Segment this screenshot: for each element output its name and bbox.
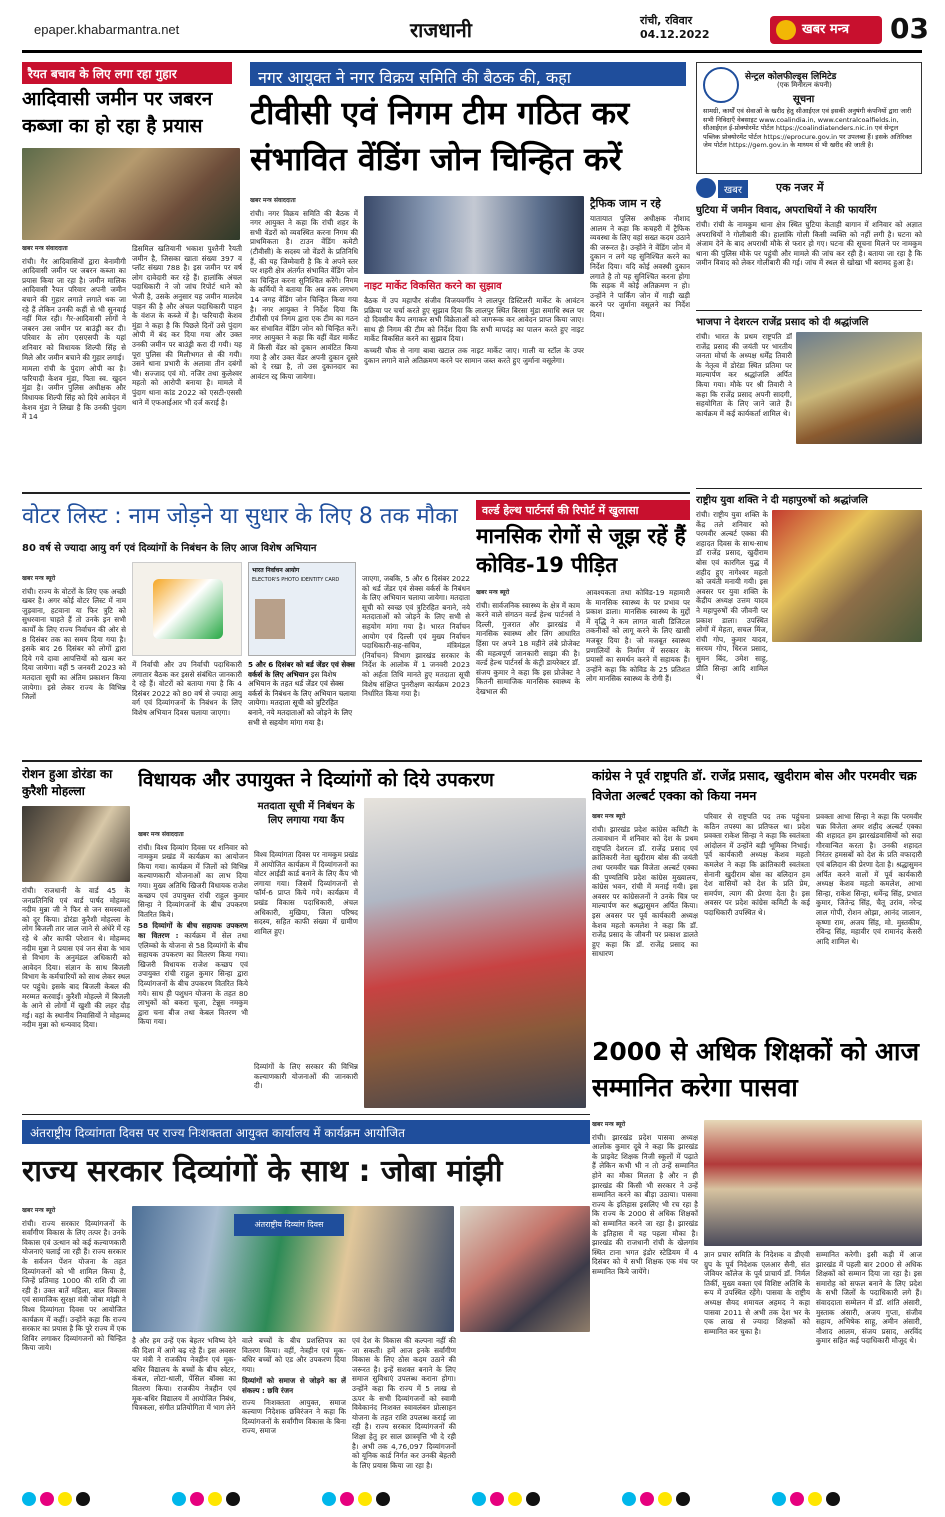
brief-1-body: रांची। रांची के नामकुम थाना क्षेत्र स्थित घुटिया केताही बागान में शनिवार को अज्ञात अपराधियों ने गोलीबारी की। हालांकि गोली किसी व्यक्ति को नहीं लगी है। घटना को अंजाम देने के बाद अपराधी मौके से फरार हो गए। घटना की सूचना मिलने पर नामकुम थाना की पुलिस मौके पर पहुंची और मामले की जांच कर रही है। बताया जा रहा है कि जमीन विवाद को लेकर गोलीबारी की गई। जांच में स्थल से खोखा भी बरामद हुआ है। (696, 220, 922, 268)
traffic-head: ट्रैफिक जाम न रहे (590, 197, 661, 210)
registration-dot-icon (508, 1492, 522, 1506)
dorando-body: रांची। राजधानी के वार्ड 45 के जनप्रतिनिधि एवं वार्ड पार्षद मोहम्मद नदीम मुन्ना जी ने फिर से जन समस्याओं को दूर किया। डोरंडा कुरैशी मोहल्ला के लोग बिजली तार जाल जाने से अंधेरे में रह रहे थे और काफी परेशान थे। मोहम्मद नदीम मुन्ना ने प्रयास एवं जन सेवा के भाव से विभाग के अनुमंडल अधिकारी को आवेदन दिया। संज्ञान के साथ बिजली विभाग के कर्मचारियों को साथ लेकर स्थल पर पहुंचे। इसके बाद बिजली केबल की मरम्मत करवाई। कुरैशी मोहल्ले में बिजली के आने से लोगों में खुशी की लहर दौड़ गई। वहां के स्थानीय निवासियों ने मोहम्मद नदीम मुन्ना को धन्यवाद दिया। (22, 886, 130, 1030)
brand-badge (770, 16, 882, 44)
mla-headline: विधायक और उपायुक्त ने दिव्यांगों को दिये उपकरण (138, 769, 494, 791)
print-color-bar (0, 1484, 945, 1514)
ccl-notice (696, 62, 922, 174)
bjp-tribute-photo (796, 332, 922, 444)
mla-box-head: मतदाता सूची में निबंधन के लिए लगाया गया कैंप (257, 801, 355, 826)
registration-dot-icon (490, 1492, 504, 1506)
site-url[interactable]: epaper.khabarmantra.net (34, 22, 180, 37)
brand-name: खबर मन्त्र (802, 22, 850, 37)
disability-col-2: है और हम उन्हें एक बेहतर भविष्य देने की दिशा में आगे बढ़ रहे हैं। इस अवसर पर मंत्री ने राजकीय नेत्रहीन एवं मूक-बधिर विद्यालय के बच्चों के बीच स्वेटर, कंबल, लोटा-थाली, पेंसिल बॉक्स का वितरण किया। राजकीय नेत्रहीन एवं मूक-बधिर विद्यालय में आयोजित निबंध, चित्रकला, संगीत प्रतियोगिता में भाग लेने (132, 1336, 236, 1413)
registration-dot-icon (58, 1492, 72, 1506)
traffic-body: यातायात पुलिस अधीक्षक नौशाद आलम ने कहा कि कचहरी में ट्रैफिक व्यवस्था के लिए वहां सख्त कदम उठाने की जरूरत है। उन्होंने ने वेंडिंग जोन में दुकान न लगे यह सुनिश्चित करने का निर्देश दिया। यदि कोई अवस्थी दुकान लगाते है तो यह सुनिश्चित करना होगा कि सड़क में कोई अतिक्रमण न हो। उन्होंने ने पार्किंग जोन में गाड़ी खड़ी करने पर जुर्माना वसूलने का निर्देश दिया। (590, 214, 690, 319)
divider (696, 488, 922, 489)
dorando-headline: रोशन हुआ डोरंडा का कुरैशी मोहल्ला (22, 767, 113, 798)
voter-headline: वोटर लिस्ट : नाम जोड़ने या सुधार के लिए 8 तक मौका (22, 504, 458, 529)
registration-dot-icon (640, 1492, 654, 1506)
section-rule (22, 760, 922, 762)
page-header (0, 0, 945, 60)
registration-dot-icon (808, 1492, 822, 1506)
registration-dot-icon (826, 1492, 840, 1506)
disability-col-1: खबर मन्त्र ब्यूरो रांची। राज्य सरकार दिव्यांगजनों के सर्वांगीण विकास के लिए तत्पर है। उनके विकास एवं उत्थान को कई कल्याणकारी योजनाएं चलाई जा रही हैं। राज्य सरकार के सर्वजन पेंशन योजना के तहत दिव्यांगजनों को भी शामिल किया है, जिन्हें प्रतिमाह 1000 की राशि दी जा रही है। उक्त बातें महिला, बाल विकास एवं सामाजिक सुरक्षा मंत्री जोबा मांझी ने विश्व दिव्यांगता दिवस पर आयोजित कार्यक्रम में कहीं। उन्होंने कहा कि राज्य सरकार का प्रयास है कि पूरे राज्य में एक शिविर लगाकर दिव्यांगजनों को चिन्हित किया जाये। (22, 1207, 126, 1353)
tribal-photo (22, 148, 240, 240)
voter-subhead: 80 वर्ष से ज्यादा आयु वर्ग एवं दिव्यांगों के निबंधन के लिए आज विशेष अभियान (22, 543, 317, 554)
tribal-col-1: खबर मन्त्र संवाददाता रांची। गैर आदिवासियों द्वारा बेनामीगी आदिवासी जमीन पर जबरन कब्जा का प्रयास किया जा रहा है। जमीन मालिक आदिवासी रैयत परिवार अपनी जमीन बचाने की गुहार लगाते लगाते थक जा रहे हैं लेकिन उनकी कहीं से भी सुनवाई नहीं मिल रही। गैर-आदिवासी लोगों ने जबरन उस जमीन पर बाउंड्री कर दी। परिवार के लोग एसएसपी के यहां शनिवार को विधायक शिल्पी सिंह से मिले और जमीन बचाने की गुहार लगाई। मामला रांची के पुंदाग ओपी का है। फरियादी केशव मुंडा, पिता स्व. खुदन मुंडा है। जमीन पुलिस अधीक्षक और विधायक शिल्पी सिंह को दिये आवेदन में केशव मुंडा ने लिखा है कि उनकी पुंदाग में 14 (22, 245, 126, 422)
registration-dot-icon (340, 1492, 354, 1506)
registration-dot-icon (226, 1492, 240, 1506)
election-logo-icon (153, 579, 223, 639)
registration-dot-icon (376, 1492, 390, 1506)
mla-event-photo (364, 798, 586, 1108)
tvc-col-1: खबर मन्त्र संवाददाता रांची। नगर विक्रय समिति की बैठक में नगर आयुक्त ने कहा कि रांची शहर के सभी वेंडरों को व्यवस्थित करना निगम की प्राथमिकता है। टाउन वेंडिंग कमेटी (टीवीसी) के सदस्य जो वेंडरों के प्रतिनिधि हैं, की यह जिम्मेवारी है कि वे अपने स्तर पर शहरी क्षेत्र अंतर्गत संभावित वेंडिंग जोन का चिन्हित करना सुनिश्चित करेंगे। निगम के कर्मियों ने बताया कि अब तक लगभग 14 जगह वेंडिंग जोन चिन्हित किया गया है। नगर आयुक्त ने निर्देश दिया कि टीवीसी एवं निगम द्वारा एक टीम का गठन कर संभावित वेंडिंग जोन को चिन्हित करें। नगर आयुक्त ने कहा कि वहीं वेंडर मार्केट में किसी वेंडर को दुकान आवंटित किया गया है और उक्त वेंडर अपनी दुकान दूसरे को दे रखा है, तो उस दुकानदार का आवंटन रद्द किया जायेगा। (250, 197, 358, 381)
city-day: रांची, रविवार (640, 14, 693, 27)
brand-logo-icon (776, 20, 796, 40)
voter-photo (255, 599, 285, 639)
disability-headline: राज्य सरकार दिव्यांगों के साथ : जोबा मांझी (22, 1154, 503, 1189)
disability-col-3: वाले बच्चों के बीच प्रशस्तिपत्र का वितरण किया। वहीं, नेत्रहीन एवं मूक-बधिर बच्चों को एड और उपकरण दिया गया। दिव्यांगों को समाज से जोड़ने का लें संकल्प : छवि रंजन राज्य निःशक्तता आयुक्त, समाज कल्याण निदेशक छविरंजन ने कहा कि दिव्यांगजनों के सर्वांगीण विकास के बिना राज्य, समाज (242, 1336, 346, 1436)
youth-tribute-photo (772, 510, 922, 642)
registration-dot-icon (622, 1492, 636, 1506)
mla-box-body: विश्व दिव्यांगता दिवस पर नामकुम प्रखंड में आयोजित कार्यक्रम में दिव्यांगजनों का वोटर आईडी कार्ड बनाने के लिए कैंप भी लगाया गया। जिसमें दिव्यांगजनों से फॉर्म-6 प्राप्त किये गये। कार्यक्रम में प्रखंड विकास पदाधिकारी, अंचल अधिकारी, मुखिया, जिला परिषद सदस्य, सहित काफी संख्या में ग्रामीण शामिल हुए। (254, 850, 358, 936)
night-market-body: बैठक में उप महापौर संजीव विजयवर्गीय ने लालपुर डिस्टिलरी मार्केट के आवंटन प्रक्रिया पर चर्चा करते हुए सुझाव दिया कि लालपुर स्थित बिरसा मुंडा समाधि स्थल पर दो दिवसीय कैंप लगाकर सभी विक्रेताओं को जागरूक कर आवेदन प्राप्त किया जाए। साथ ही निगम की टीम को निर्देश दिया कि सभी मापदंड़ का पालन करते हुए नाइट मार्केट विकसित करने का सुझाव दिया। कच्चरी चौक से नागा बाबा खटाल तक नाइट मार्केट जाए। गाली या स्टॉल के उपर दुकान लगाने वाले अतिक्रमण करने पर सामान जब्त करते हुए जुर्माना वसूलेगा। (364, 296, 584, 365)
voter-col-1: खबर मन्त्र ब्यूरो रांची। राज्य के वोटरों के लिए एक अच्छी खबर है। अगर कोई वोटर लिस्ट में नाम जुड़वाना, हटवाना या फिर त्रुटि को सुधरवाना चाहते हैं तो उनके इन सभी कार्यों के लिए राज्य निर्वाचन की ओर से 8 दिसंबर तक का समय दिया गया है। इसके बाद 26 दिसंबर को लोगों द्वारा दिये गये दावा आपत्तियों को खत्म कर दिया जायेगा। वहीं 5 जनवरी 2023 को मतदाता सूची का अंतिम प्रकाशन किया जायेगा। इसे लेकर राज्य के विभिन्न जिलों (22, 575, 126, 702)
registration-dot-icon (658, 1492, 672, 1506)
voter-col-2: में निर्वाची और उप निर्वाची पदाधिकारी लगातार बैठक कर इससे संबंधित जानकारी दे रहे हैं। वोटरों को बताया गया है कि 4 दिसंबर 2022 को 80 वर्ष से ज्यादा आयु वर्ग एवं दिव्यांगजनों के निबंधन के लिए विशेष अभियान दिवस चलाया जाएगा। (132, 660, 242, 717)
page-number: 03 (890, 12, 929, 45)
registration-dot-icon (22, 1492, 36, 1506)
registration-dot-icon (358, 1492, 372, 1506)
header-rule (22, 50, 922, 53)
registration-dot-icon (526, 1492, 540, 1506)
ccl-logo-icon (703, 67, 739, 103)
congress-col-3: प्रवक्ता आभा सिन्हा ने कहा कि परमवीर चक्र विजेता अमर शहीद अल्बर्ट एक्का की शहादत हम झारखंडवासियों को सदा गौरवान्वित करता है। उनकी शहादत निरंतर हमसबों को देश के प्रति वफादारी एवं बलिदान की प्रेरणा देता है। श्रद्धासुमन अर्पित करने वालों में पूर्व कार्यकारी अध्यक्ष केशव महतो कमलेश, आभा सिन्हा, राकेश सिन्हा, धर्मेन्द्र सिंह, प्रभात कुमार, जितेन्द्र सिंह, चैतू उरांव, नरेन्द्र लाल गोपी, रोशन ओझा, आनंद जालान, कृष्णा राम, अजय सिंह, मो. मुस्तकीम, रविन्द्र सिंह, महावीर एवं रामानंद केसरी आदि शामिल थे। (816, 812, 922, 946)
tvc-kicker: नगर आयुक्त ने नगर विक्रय समिति की बैठक की, कहा (250, 62, 686, 86)
mental-headline: मानसिक रोगों से जूझ रहें हैं कोविड-19 पीड़ित (476, 524, 686, 577)
disability-kicker: अंतराष्ट्रीय दिव्यांगता दिवस पर राज्य निःशक्तता आयुक्त कार्यालय में कार्यक्रम आयोजित (22, 1120, 590, 1144)
section-rule (22, 1114, 590, 1115)
teachers-col-1: खबर मन्त्र ब्यूरो रांची। झारखंड प्रदेश पासवा अध्यक्ष आलोक कुमार दूबे ने कहा कि झारखंड के प्राइवेट शिक्षक निजी स्कूलों में पढ़ाते हैं लेकिन कभी भी न तो उन्हें सम्मानित होने का मौका मिलता है और न ही झारखंड की किसी भी सरकार ने उन्हें सम्मानित करने का बीड़ा उठाया। पासवा राज्य के इतिहास इसलिए भी रच रहा है कि राज्य के 2000 से अधिक शिक्षकों को सम्मानित करने जा रहा है। झारखंड के इतिहास में यह पहला मौका है। झारखंड की राजधानी रांची के खेलगांव स्थित टाना भगत इंडोर स्टेडियम में 4 दिसंबर को ये सभी शिक्षक एक मंच पर सम्मानित किये जायेंगे। (592, 1121, 698, 1276)
congress-col-2: परिवार से राष्ट्रपति पद तक पहुंचना कठिन तपस्या का प्रतिफल था। प्रदेश प्रवक्ता राकेश सिन्हा ने कहा कि स्वतंत्रता आंदोलन में उन्होंने बड़ी भूमिका निभाई। पूर्व कार्यकारी अध्यक्ष केशव महतो कमलेश ने कहा कि क्रांतिकारी स्वतंत्रता सेनानी खुदीराम बोस का बलिदान हम देश वासियों को देश के प्रति प्रेम, समर्पण, त्याग की प्रेरणा देता है। इस अवसर पर प्रदेश कांग्रेस कमिटी के कई पदाधिकारी उपस्थित थे। (704, 812, 810, 917)
brief-3-head: राष्ट्रीय युवा शक्ति ने दी महापुरुषों को श्रद्धांजलि (696, 495, 868, 506)
teachers-headline: 2000 से अधिक शिक्षकों को आज सम्मानित करेगा पासवा (592, 1037, 919, 1102)
notice-sub: (एक मिनीरत्न कंपनी) (777, 81, 832, 89)
notice-title: सूचना (793, 94, 815, 105)
voter-id-card: भारत निर्वाचन आयोग ELECTOR'S PHOTO IDENTITY CARD (248, 562, 356, 656)
notice-body: सामग्री, कार्यों एवं सेवाओं के खरीद हेतु सीआईएल एवं इसकी अनुषंगी कंपनियों द्वारा जारी सभी निविदाएँ वेबसाइट www.coalindia.in, www.centralcoalfields.in, सीआईएल ई-प्रोक्योरमेंट पोर्टल https://coalindiatenders.nic.in एवं सेन्ट्रल पब्लिक प्रोक्योरमेंट पोर्टल https://eprocure.gov.in पर उपलब्ध हैं। इसके अतिरिक्त जेम पोर्टल https://gem.gov.in के माध्यम से भी खरीद की जाती है। (703, 107, 912, 150)
evm-graphic (132, 562, 242, 656)
registration-dot-icon (676, 1492, 690, 1506)
dorando-photo (22, 806, 130, 882)
night-market-head: नाइट मार्केट विकसित करने का सुझाव (364, 281, 502, 292)
mental-kicker: वर्ल्ड हेल्थ पार्टनर्स की रिपोर्ट में खुलासा (476, 500, 690, 520)
disability-col-4: एवं देश के विकास की कल्पना नहीं की जा सकती। हमें आज इनके सर्वांगीण विकास के लिए ठोस कदम उठाने की जरूरत है। इन्हें सशक्त बनाने के लिए समाज सुविधाएं उपलब्ध कराना होगा। उन्होंने कहा कि राज्य में 5 लाख से ऊपर के सभी दिव्यांगजनों को स्वामी विवेकानंद निःशक्त स्वावलंबन प्रोत्साहन योजना के तहत राशि उपलब्ध कराई जा रही है। राज्य सरकार दिव्यांगजनों की शिक्षा हेतु हर साल छात्रवृत्ति भी दे रही है। अभी तक 4,76,097 दिव्यांगजनों को यूनिक कार्ड निर्गत कर उनकी बेहतरी के लिए प्रयास किया जा रहा है। (352, 1336, 456, 1470)
issue-date: 04.12.2022 (640, 28, 710, 41)
voter-sub2: 5 और 6 दिसंबर को बर्ड जेंडर एवं सेक्स वर्कर्स के लिए अभियान इस विशेष अभियान के तहत थर्ड जेंडर एवं सेक्स वर्कर्स के निबंधन के लिए अभियान चलाया जायेगा। मतदाता सूची को त्रुटिरहित बनाने, नये मतदाताओं को जोड़ने के लिए सभी से सहयोग मांगा गया है। (248, 660, 356, 727)
registration-dot-icon (472, 1492, 486, 1506)
teachers-col-3: सम्मानित करेगी। इसी कड़ी में आज झारखंड में पहली बार 2000 से अधिक शिक्षकों को सम्मान दिया जा रहा है। इस समारोह को सफल बनाने के लिए प्रदेश के सभी जिलों के पदाधिकारी लगे हैं। संवाददाता सम्मेलन में डॉ. शांति अंसारी, मुस्ताक अंसारी, अजय गुप्ता, संजीव सहाय, अभिषेक साहू, अमीन अंसारी, नौशाद आलम, संजय प्रसाद, अरविंद कुमार सहित कई पदाधिकारी मौजूद थे। (816, 1250, 922, 1346)
congress-col-1: खबर मन्त्र ब्यूरो रांची। झारखंड प्रदेश कांग्रेस कमिटी के तत्वावधान में शनिवार को देश के प्रथम राष्ट्रपति देशरत्न डॉ. राजेंद्र प्रसाद एवं क्रांतिकारी नेता खुदीराम बोस की जयंती तथा परमवीर चक्र विजेता अल्बर्ट एक्का की पुण्यतिथि प्रदेश कांग्रेस मुख्यालय, कांग्रेस भवन, रांची में मनाई गयी। इस अवसर पर कांग्रेसजनों ने उनके चित्र पर माल्यार्पण कर श्रद्धासुमन अर्पित किया। इस अवसर पर पूर्व कार्यकारी अध्यक्ष केशव महतो कमलेश ने कहा कि डॉ. राजेंद्र प्रसाद के जीवनी पर प्रकाश डालते हुए कहा कि डॉ. राजेंद्र प्रसाद का साधारण (592, 813, 698, 959)
registration-dot-icon (190, 1492, 204, 1506)
brief-badge: खबर (718, 180, 748, 198)
teachers-press-photo (704, 1120, 922, 1246)
registration-dot-icon (772, 1492, 786, 1506)
registration-dot-icon (40, 1492, 54, 1506)
brief-3-body: रांची। राष्ट्रीय युवा शक्ति के केंद्र तले शनिवार को परमवीर अल्बर्ट एक्का की शहादत दिवस के साथ-साथ डॉ राजेंद्र प्रसाद, खुदीराम बोस एवं कारगिल युद्ध में शहीद हुए नागेश्वर महतो को जयंती मनायी गयी। इस अवसर पर युवा शक्ति के केंद्रीय अध्यक्ष उत्तम यादव ने महापुरुषों की जीवनी पर प्रकाश डाला। उपस्थित लोगों में मेहता, सचल मिंज, रांची गोप, कुमार यादव, सरयम गोप, धिरज प्रसाद, सुमन बिंद, उमेश साहू, प्रीति सिन्हा आदि शामिल थे। (696, 510, 768, 683)
registration-dots (22, 1492, 922, 1508)
notice-org: सेन्ट्रल कोलफील्ड्स लिमिटेड (745, 72, 837, 82)
brief-banner (696, 178, 922, 198)
voter-col-3: जाएगा, जबकि, 5 और 6 दिसंबर 2022 को थर्ड जेंडर एवं सेक्स वर्कर्स के निबंधन के लिए अभियान चलाया जायेगा। मतदाता सूची को स्वच्छ एवं त्रुटिरहित बनाने, नये मतदाताओं को जोड़ने के लिए सभी से सहयोग मांगा गया है। भारत निर्वाचन आयोग एवं दिल्ली एवं मुख्य निर्वाचन पदाधिकारी-सह-सचिव, मंत्रिमंडल (निर्वाचन) विभाग झारखंड सरकार के निर्देश के आलोक में 1 जनवरी 2023 को अर्हता तिथि मानते हुए मतदाता सूची विशेष संक्षिप्त पुनरीक्षण कार्यक्रम 2023 निर्धारित किया गया है। (362, 574, 470, 699)
tribal-kicker: रैयत बचाव के लिए लगा रहा गुहार (22, 62, 232, 84)
registration-dot-icon (790, 1492, 804, 1506)
event-banner: अंतराष्ट्रीय दिव्यांग दिवस (234, 1214, 344, 1236)
tribal-headline: आदिवासी जमीन पर जबरन कब्जा का हो रहा है प्रयास (22, 88, 213, 137)
registration-dot-icon (208, 1492, 222, 1506)
mla-col-1: खबर मन्त्र संवाददाता रांची। विश्व दिव्यांग दिवस पर शनिवार को नामकुम प्रखंड में कार्यक्रम का आयोजन किया गया। कार्यक्रम में जिलों को विभिन्न कल्याणकारी योजनाओं का लाभ दिया गया। मुख्य अतिथि खिजरी विधायक राजेश कच्छप एवं उपायुक्त रांची राहुल कुमार सिन्हा ने दिव्यांगजनों के बीच उपकरण वितरित किये। 58 दिव्यांगों के बीच सहायक उपकरण का वितरण : कार्यक्रम में सेल तथा एलिम्को के योजना से 58 दिव्यांगों के बीच सहायक उपकरण का वितरण किया गया। खिजरी विधायक राजेश कच्छप एवं उपायुक्त रांची राहुल कुमार सिन्हा द्वारा दिव्यांगजनों के बीच उपकरण वितरित किये गये। साथ ही पशुधन योजना के तहत 80 लाभुकों को बकरा चूजा, टेन्नूस नमकुम द्वारा चना बीज तथा केबल वितरण भी किया गया। (138, 831, 248, 1027)
brief-title: एक नजर में (776, 181, 824, 194)
section-rule (22, 492, 690, 494)
divider (696, 310, 922, 311)
meeting-photo (364, 196, 584, 274)
mental-col-2: आवश्यकता तथा कोविड-19 महामारी के मानसिक स्वास्थ्य के पर प्रभाव पर प्रकाश डाला। मानसिक स्वास्थ्य के मुद्दों में वृद्धि ने कम लागत वाली डिजिटल तकनीकों को लागू करने के लिए खासी मजबूर दिया है। जो मजबूत स्वास्थ्य प्रणालियों के निर्माण में सरकार के प्रयासों का समर्थन करने में सहायक हैं। उन्होंने कहा कि कोविड के 25 प्रतिशत लोग मानसिक स्वास्थ्य के रोगी हैं। (586, 588, 690, 684)
minister-photo (460, 1206, 590, 1332)
registration-dot-icon (172, 1492, 186, 1506)
tvc-headline: टीवीसी एवं निगम टीम गठित कर संभावित वेंडिंग जोन चिन्हित करें (250, 94, 630, 178)
teachers-col-2: ज्ञान प्रचार समिति के निदेशक व डीएवी ग्रुप के पूर्व निदेशक एलआर सैनी, संत जेवियर कॉलेज के पूर्व प्राचार्य डॉ. निर्मल तिर्की, मुख्य वक्ता एवं विशिष्ट अतिथि के रूप में उपस्थित रहेंगे। पासवा के राष्ट्रीय अध्यक्ष सैयद शमायल अहमद ने कहा पासवा 2011 से अभी तक देश भर के एक लाख से ज्यादा शिक्षकों को सम्मानित कर चुका है। (704, 1250, 810, 1336)
disability-event-photo (132, 1206, 454, 1332)
globe-icon (696, 178, 716, 198)
mental-col-1: खबर मन्त्र ब्यूरो रांची। सार्वजनिक स्वास्थ्य के क्षेत्र में काम करने वाले संगठन वर्ल्ड हेल्थ पार्टनर्स ने दिल्ली, गुजरात और झारखंड में मानसिक स्वास्थ्य और लिंग आधारित हिंसा पर अपने 18 महीने लंबे प्रोजेक्ट की महत्वपूर्ण जानकारी साझा की है। वर्ल्ड हेल्थ पार्टनर्स के कंट्री डायरेक्टर डॉ. संजय कुमार ने कहा कि इस प्रोजेक्ट ने कितनी सामाजिक मानसिक स्वास्थ्य के देखभाल की (476, 589, 580, 696)
tribal-col-2: डिसमिल खतियानी भकाश पुश्तैनी रैयती जमीन है, जिसका खाता संख्या 397 व प्लॉट संख्या 788 है। इस जमीन पर वर्ष लोग दावेदारी कर रहे हैं। हालांकि अंचल पदाधिकारी ने जो जांच रिपोर्ट थाने को भेजी है, उसके अनुसार यह जमीन मालदेव पाहन की है और अंचल पदाधिकारी पाहन के वंशज के कब्जे में है। फरियादी केशव मुंडा ने कहा है कि पिछले दिनों उसे पुंदाग ओपी में बंद कर दिया गया और उक्त उनकी जमीन पर बाउंड्री करा दी गयी। यह पूरा पुलिस की मिलीभगत से की गयी। उसने थाना प्रभारी के अलावा तीन दबंगों भी। सज्जाद एवं मो. नजिर तथा कुलेश्वर महतो को आरोपी बनाया है। मामले में पुंदाग थाना कांड 2022 को एसटी-एससी थाने में एफआईआर भी दर्ज कराई है। (132, 244, 242, 407)
mla-col-tail: दिव्यांगों के लिए सरकार की विभिन्न कल्याणकारी योजनाओं की जानकारी दी। (254, 1062, 358, 1091)
registration-dot-icon (322, 1492, 336, 1506)
congress-headline: कांग्रेस ने पूर्व राष्ट्रपति डॉ. राजेंद्र प्रसाद, खुदीराम बोस और परमवीर चक्र विजेता अल्बर्ट एक्का को किया नमन (592, 768, 917, 803)
dateline (640, 14, 710, 42)
registration-dot-icon (76, 1492, 90, 1506)
brief-2-body: रांची। भारत के प्रथम राष्ट्रपति डॉ राजेंद्र प्रसाद की जयंती पर भारतीय जनता मोर्चा के अध्यक्ष धर्मेंद्र तिवारी के नेतृत्व में डोरंडा स्थित प्रतिमा पर माल्यार्पण कर श्रद्धांजलि अर्पित किया गया। मौके पर श्री तिवारी ने कहा कि राजेंद्र प्रसाद अपनी सादगी, सहयोगिता के लिए जाने जाते हैं। कार्यक्रम में कई कार्यकर्ता शामिल थे। (696, 332, 792, 418)
section-title: राजधानी (410, 18, 472, 42)
brief-2-head: भाजपा ने देशरत्न राजेंद्र प्रसाद को दी श्रद्धांजलि (696, 317, 869, 328)
brief-1-head: घुटिया में जमीन विवाद, अपराधियों ने की फायरिंग (696, 205, 877, 216)
